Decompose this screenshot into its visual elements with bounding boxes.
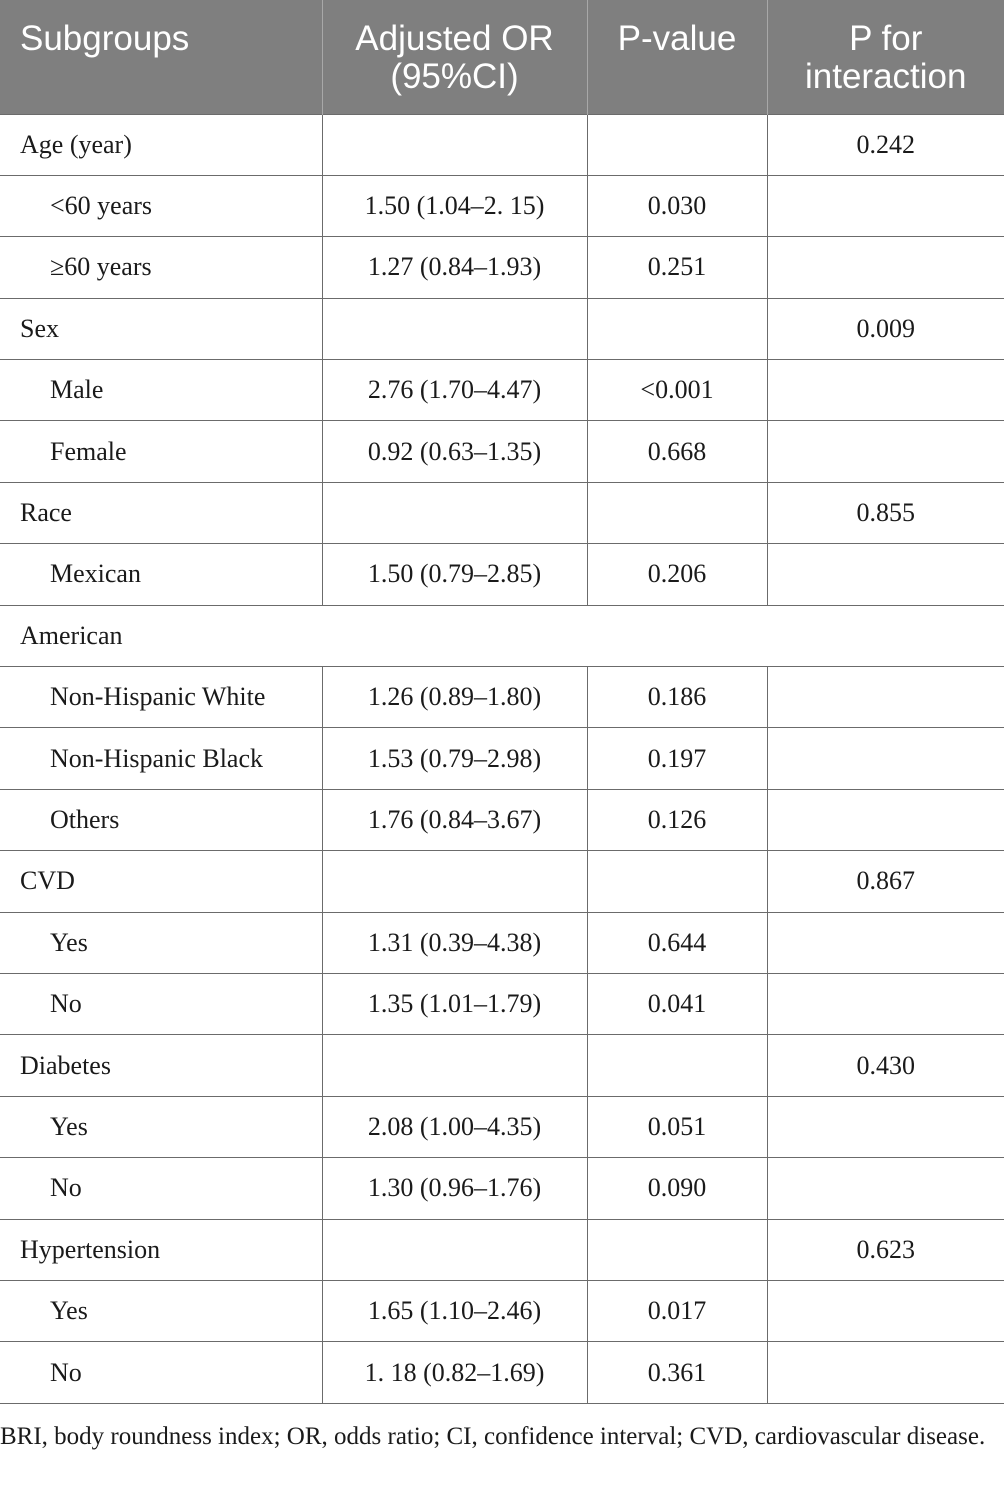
table-row (0, 1035, 1004, 1096)
adjusted-or-cell: 1.76 (0.84–3.67) (322, 789, 587, 850)
table-row (0, 912, 1004, 973)
adjusted-or-cell: 1.27 (0.84–1.93) (322, 237, 587, 298)
adjusted-or-cell (322, 298, 587, 359)
table-row (0, 114, 1004, 175)
p-value-cell: 0.206 (587, 544, 767, 605)
p-value-cell: 0.041 (587, 973, 767, 1034)
p-value-cell: 0.030 (587, 175, 767, 236)
adjusted-or-cell (322, 1035, 587, 1096)
table-row (0, 175, 1004, 236)
header-adjusted-or: Adjusted OR (95%CI) (322, 0, 587, 114)
adjusted-or-cell (322, 1219, 587, 1280)
adjusted-or-cell: 1. 18 (0.82–1.69) (322, 1342, 587, 1403)
p-interaction-cell (767, 421, 1004, 482)
table-row (0, 544, 1004, 605)
subgroup-label: Hypertension (0, 1219, 322, 1280)
table-footnote: BRI, body roundness index; OR, odds ratio; CI, confidence interval; CVD, cardiovascular disease. (0, 1423, 986, 1450)
p-interaction-cell: 0.242 (767, 114, 1004, 175)
adjusted-or-cell (322, 114, 587, 175)
p-value-cell (587, 114, 767, 175)
p-interaction-cell: 0.867 (767, 851, 1004, 912)
adjusted-or-cell: 1.35 (1.01–1.79) (322, 973, 587, 1034)
adjusted-or-cell (322, 851, 587, 912)
header-p-interaction: P for interaction (767, 0, 1004, 114)
subgroup-label: Female (0, 421, 322, 482)
subgroup-label: Non-Hispanic White (0, 667, 322, 728)
p-value-cell: 0.361 (587, 1342, 767, 1403)
table-row (0, 1342, 1004, 1403)
subgroup-label: No (0, 1342, 322, 1403)
subgroup-label: American (0, 605, 1004, 666)
p-value-cell: 0.126 (587, 789, 767, 850)
subgroup-label: Diabetes (0, 1035, 322, 1096)
table-row (0, 1158, 1004, 1219)
table-row (0, 851, 1004, 912)
table-row (0, 973, 1004, 1034)
p-value-cell: <0.001 (587, 360, 767, 421)
table-row (0, 298, 1004, 359)
p-value-cell: 0.051 (587, 1096, 767, 1157)
subgroup-label: ≥60 years (0, 237, 322, 298)
p-value-cell: 0.090 (587, 1158, 767, 1219)
table-row (0, 789, 1004, 850)
table-row (0, 1219, 1004, 1280)
p-value-cell: 0.644 (587, 912, 767, 973)
table-body (0, 114, 1004, 1403)
table-row (0, 360, 1004, 421)
subgroup-label: Yes (0, 1096, 322, 1157)
table-row (0, 421, 1004, 482)
p-value-cell (587, 1219, 767, 1280)
p-interaction-cell (767, 544, 1004, 605)
subgroup-label: No (0, 973, 322, 1034)
p-interaction-cell (767, 237, 1004, 298)
p-value-cell: 0.186 (587, 667, 767, 728)
subgroup-label: No (0, 1158, 322, 1219)
table-row (0, 605, 1004, 666)
adjusted-or-cell: 1.65 (1.10–2.46) (322, 1280, 587, 1341)
p-interaction-cell (767, 912, 1004, 973)
subgroup-label: Others (0, 789, 322, 850)
adjusted-or-cell: 0.92 (0.63–1.35) (322, 421, 587, 482)
p-interaction-cell (767, 1096, 1004, 1157)
adjusted-or-cell: 2.76 (1.70–4.47) (322, 360, 587, 421)
subgroup-label: Mexican (0, 544, 322, 605)
p-interaction-cell (767, 1158, 1004, 1219)
p-interaction-cell (767, 1342, 1004, 1403)
p-interaction-cell: 0.855 (767, 482, 1004, 543)
adjusted-or-cell: 1.50 (0.79–2.85) (322, 544, 587, 605)
subgroup-label: Yes (0, 1280, 322, 1341)
subgroup-label: Male (0, 360, 322, 421)
p-interaction-cell (767, 1280, 1004, 1341)
p-interaction-cell (767, 175, 1004, 236)
subgroup-label: Age (year) (0, 114, 322, 175)
subgroup-label: <60 years (0, 175, 322, 236)
p-value-cell (587, 1035, 767, 1096)
header-subgroups: Subgroups (0, 0, 322, 114)
adjusted-or-cell: 1.53 (0.79–2.98) (322, 728, 587, 789)
adjusted-or-cell: 1.26 (0.89–1.80) (322, 667, 587, 728)
p-value-cell (587, 851, 767, 912)
p-interaction-cell: 0.623 (767, 1219, 1004, 1280)
p-interaction-cell: 0.430 (767, 1035, 1004, 1096)
adjusted-or-cell: 1.31 (0.39–4.38) (322, 912, 587, 973)
p-interaction-cell (767, 789, 1004, 850)
subgroup-label: CVD (0, 851, 322, 912)
p-interaction-cell (767, 667, 1004, 728)
adjusted-or-cell (322, 482, 587, 543)
header-p-value: P-value (587, 0, 767, 114)
p-interaction-cell (767, 360, 1004, 421)
table-header (0, 0, 1004, 114)
p-value-cell (587, 298, 767, 359)
p-interaction-cell (767, 973, 1004, 1034)
adjusted-or-cell: 1.50 (1.04–2. 15) (322, 175, 587, 236)
subgroup-label: Non-Hispanic Black (0, 728, 322, 789)
p-value-cell: 0.668 (587, 421, 767, 482)
p-value-cell (587, 482, 767, 543)
table-row (0, 667, 1004, 728)
table-row (0, 237, 1004, 298)
p-value-cell: 0.197 (587, 728, 767, 789)
p-value-cell: 0.251 (587, 237, 767, 298)
table-row (0, 728, 1004, 789)
header-row (0, 0, 1004, 114)
table-row (0, 482, 1004, 543)
p-value-cell: 0.017 (587, 1280, 767, 1341)
table-row (0, 1096, 1004, 1157)
p-interaction-cell: 0.009 (767, 298, 1004, 359)
subgroup-label: Sex (0, 298, 322, 359)
p-interaction-cell (767, 728, 1004, 789)
table-row (0, 1280, 1004, 1341)
subgroup-label: Race (0, 482, 322, 543)
adjusted-or-cell: 1.30 (0.96–1.76) (322, 1158, 587, 1219)
subgroup-label: Yes (0, 912, 322, 973)
adjusted-or-cell: 2.08 (1.00–4.35) (322, 1096, 587, 1157)
